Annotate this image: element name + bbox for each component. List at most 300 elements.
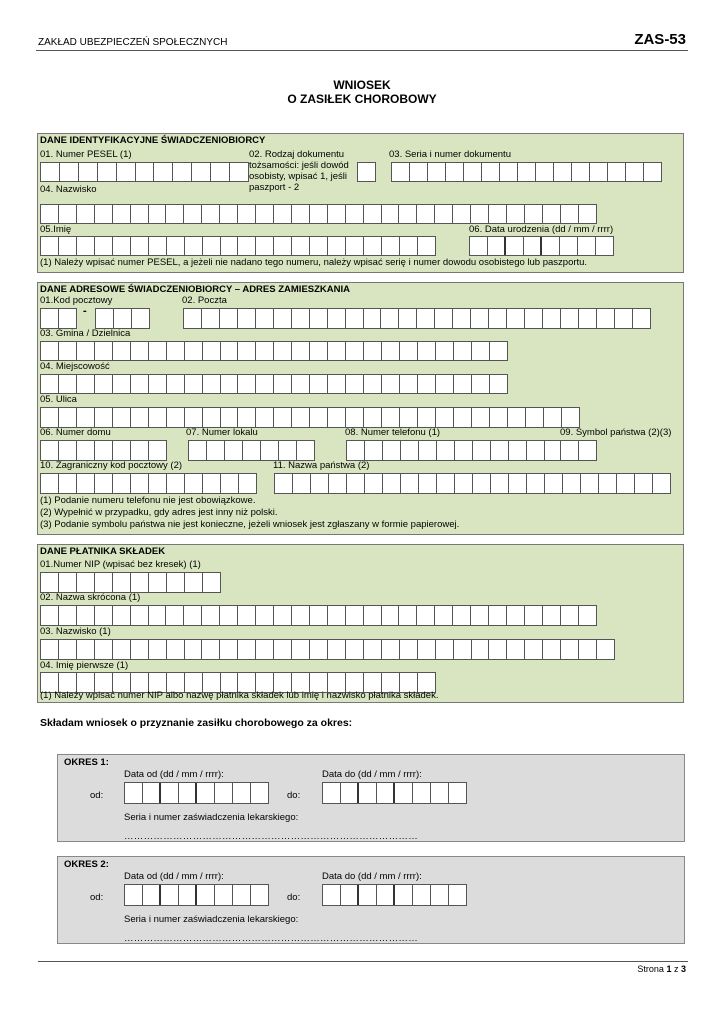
char-box[interactable]	[536, 163, 554, 181]
char-box[interactable]	[383, 474, 401, 493]
char-box[interactable]	[131, 342, 149, 360]
char-box[interactable]	[473, 474, 491, 493]
char-box[interactable]	[203, 342, 221, 360]
char-box[interactable]	[437, 474, 455, 493]
char-box[interactable]	[292, 375, 310, 393]
char-box[interactable]	[364, 342, 382, 360]
char-box[interactable]	[136, 163, 155, 181]
char-box[interactable]	[382, 606, 400, 625]
char-box[interactable]	[77, 205, 95, 223]
char-box[interactable]	[167, 474, 185, 493]
char-box[interactable]	[292, 408, 310, 427]
char-box[interactable]	[179, 783, 197, 803]
char-box[interactable]	[149, 408, 167, 427]
char-box[interactable]	[41, 205, 59, 223]
char-box[interactable]	[185, 573, 203, 592]
char-box[interactable]	[346, 342, 364, 360]
char-box[interactable]	[256, 309, 274, 328]
char-box[interactable]	[292, 640, 310, 659]
char-box[interactable]	[131, 640, 149, 659]
char-box[interactable]	[572, 163, 590, 181]
char-box[interactable]	[410, 163, 428, 181]
char-box[interactable]	[579, 205, 597, 223]
char-box[interactable]	[292, 205, 310, 223]
char-box[interactable]	[346, 205, 364, 223]
char-box[interactable]	[435, 606, 453, 625]
char-box[interactable]	[131, 441, 149, 460]
char-box[interactable]	[561, 640, 579, 659]
char-box[interactable]	[238, 375, 256, 393]
char-box[interactable]	[292, 606, 310, 625]
char-box[interactable]	[418, 342, 436, 360]
char-box[interactable]	[400, 408, 418, 427]
char-box[interactable]	[436, 408, 454, 427]
char-box[interactable]	[41, 375, 59, 393]
char-box[interactable]	[615, 309, 633, 328]
char-box[interactable]	[489, 309, 507, 328]
char-box[interactable]	[341, 885, 359, 905]
char-box[interactable]	[95, 606, 113, 625]
char-box[interactable]	[113, 573, 131, 592]
char-box[interactable]	[413, 885, 431, 905]
char-box[interactable]	[364, 375, 382, 393]
char-box[interactable]	[215, 885, 233, 905]
char-box[interactable]	[167, 573, 185, 592]
char-box[interactable]	[77, 237, 95, 255]
char-box[interactable]	[590, 163, 608, 181]
char-box[interactable]	[507, 309, 525, 328]
char-box[interactable]	[59, 309, 77, 328]
char-box[interactable]	[221, 237, 239, 255]
certificate-input-line[interactable]: ………………………………………………………………………………	[124, 831, 418, 842]
surname-field[interactable]	[40, 204, 597, 224]
char-box[interactable]	[173, 163, 192, 181]
char-box[interactable]	[185, 408, 203, 427]
char-box[interactable]	[225, 441, 243, 460]
char-box[interactable]	[472, 640, 490, 659]
country-name-field[interactable]	[274, 473, 671, 494]
char-box[interactable]	[437, 441, 455, 460]
char-box[interactable]	[455, 441, 473, 460]
char-box[interactable]	[454, 640, 472, 659]
char-box[interactable]	[491, 441, 509, 460]
char-box[interactable]	[166, 606, 184, 625]
char-box[interactable]	[653, 474, 671, 493]
char-box[interactable]	[346, 237, 364, 255]
char-box[interactable]	[131, 237, 149, 255]
char-box[interactable]	[578, 237, 596, 255]
char-box[interactable]	[542, 237, 560, 255]
char-box[interactable]	[274, 309, 292, 328]
char-box[interactable]	[149, 573, 167, 592]
char-box[interactable]	[381, 309, 399, 328]
char-box[interactable]	[418, 375, 436, 393]
char-box[interactable]	[238, 640, 256, 659]
char-box[interactable]	[563, 474, 581, 493]
char-box[interactable]	[488, 237, 506, 255]
char-box[interactable]	[608, 163, 626, 181]
char-box[interactable]	[453, 309, 471, 328]
char-box[interactable]	[526, 408, 544, 427]
char-box[interactable]	[95, 474, 113, 493]
char-box[interactable]	[310, 640, 328, 659]
char-box[interactable]	[131, 205, 149, 223]
char-box[interactable]	[77, 640, 95, 659]
char-box[interactable]	[59, 342, 77, 360]
char-box[interactable]	[251, 885, 269, 905]
char-box[interactable]	[59, 441, 77, 460]
char-box[interactable]	[202, 640, 220, 659]
char-box[interactable]	[359, 783, 377, 803]
char-box[interactable]	[543, 309, 561, 328]
char-box[interactable]	[617, 474, 635, 493]
char-box[interactable]	[256, 408, 274, 427]
char-box[interactable]	[382, 408, 400, 427]
char-box[interactable]	[59, 408, 77, 427]
char-box[interactable]	[113, 205, 131, 223]
char-box[interactable]	[41, 573, 59, 592]
char-box[interactable]	[149, 606, 167, 625]
char-box[interactable]	[221, 342, 239, 360]
char-box[interactable]	[221, 408, 239, 427]
char-box[interactable]	[230, 163, 249, 181]
char-box[interactable]	[597, 309, 615, 328]
char-box[interactable]	[149, 441, 167, 460]
char-box[interactable]	[274, 408, 292, 427]
certificate-input-line[interactable]: ………………………………………………………………………………	[124, 933, 418, 944]
char-box[interactable]	[149, 342, 167, 360]
char-box[interactable]	[346, 408, 364, 427]
char-box[interactable]	[310, 309, 328, 328]
char-box[interactable]	[431, 783, 449, 803]
char-box[interactable]	[185, 474, 203, 493]
char-box[interactable]	[561, 441, 579, 460]
char-box[interactable]	[428, 163, 446, 181]
char-box[interactable]	[95, 342, 113, 360]
char-box[interactable]	[395, 885, 413, 905]
char-box[interactable]	[561, 309, 579, 328]
char-box[interactable]	[454, 408, 472, 427]
char-box[interactable]	[310, 408, 328, 427]
char-box[interactable]	[579, 309, 597, 328]
char-box[interactable]	[95, 375, 113, 393]
char-box[interactable]	[596, 237, 614, 255]
char-box[interactable]	[346, 309, 364, 328]
street-field[interactable]	[40, 407, 580, 428]
char-box[interactable]	[202, 205, 220, 223]
char-box[interactable]	[149, 640, 167, 659]
char-box[interactable]	[455, 474, 473, 493]
char-box[interactable]	[274, 606, 292, 625]
char-box[interactable]	[113, 606, 131, 625]
char-box[interactable]	[114, 309, 132, 328]
char-box[interactable]	[197, 885, 215, 905]
char-box[interactable]	[543, 606, 561, 625]
char-box[interactable]	[77, 606, 95, 625]
char-box[interactable]	[113, 375, 131, 393]
char-box[interactable]	[293, 474, 311, 493]
char-box[interactable]	[207, 441, 225, 460]
country-symbol-field[interactable]	[560, 440, 597, 461]
char-box[interactable]	[525, 309, 543, 328]
char-box[interactable]	[471, 205, 489, 223]
char-box[interactable]	[132, 309, 150, 328]
char-box[interactable]	[238, 309, 256, 328]
char-box[interactable]	[238, 342, 256, 360]
char-box[interactable]	[382, 342, 400, 360]
char-box[interactable]	[274, 640, 292, 659]
char-box[interactable]	[113, 474, 131, 493]
char-box[interactable]	[203, 408, 221, 427]
postal-code-part2[interactable]	[95, 308, 150, 329]
char-box[interactable]	[77, 408, 95, 427]
char-box[interactable]	[383, 441, 401, 460]
char-box[interactable]	[436, 375, 454, 393]
char-box[interactable]	[472, 408, 490, 427]
char-box[interactable]	[77, 474, 95, 493]
char-box[interactable]	[211, 163, 230, 181]
char-box[interactable]	[143, 783, 161, 803]
char-box[interactable]	[310, 342, 328, 360]
char-box[interactable]	[41, 640, 59, 659]
house-number-field[interactable]	[40, 440, 167, 461]
char-box[interactable]	[41, 237, 59, 255]
char-box[interactable]	[471, 606, 489, 625]
char-box[interactable]	[382, 375, 400, 393]
char-box[interactable]	[256, 237, 274, 255]
char-box[interactable]	[341, 783, 359, 803]
char-box[interactable]	[633, 309, 651, 328]
char-box[interactable]	[185, 375, 203, 393]
char-box[interactable]	[507, 640, 525, 659]
phone-field[interactable]	[346, 440, 563, 461]
char-box[interactable]	[471, 309, 489, 328]
date-to-field[interactable]	[322, 782, 467, 804]
char-box[interactable]	[59, 606, 77, 625]
char-box[interactable]	[113, 408, 131, 427]
char-box[interactable]	[489, 205, 507, 223]
char-box[interactable]	[202, 606, 220, 625]
char-box[interactable]	[365, 474, 383, 493]
char-box[interactable]	[310, 237, 328, 255]
char-box[interactable]	[149, 474, 167, 493]
char-box[interactable]	[328, 205, 346, 223]
char-box[interactable]	[454, 342, 472, 360]
char-box[interactable]	[399, 309, 417, 328]
char-box[interactable]	[418, 408, 436, 427]
char-box[interactable]	[377, 783, 395, 803]
payer-surname-field[interactable]	[40, 639, 615, 660]
char-box[interactable]	[238, 237, 256, 255]
char-box[interactable]	[95, 640, 113, 659]
char-box[interactable]	[131, 573, 149, 592]
date-to-field[interactable]	[322, 884, 467, 906]
char-box[interactable]	[77, 573, 95, 592]
char-box[interactable]	[197, 783, 215, 803]
char-box[interactable]	[256, 640, 274, 659]
doc-type-field[interactable]	[357, 162, 376, 182]
char-box[interactable]	[346, 606, 364, 625]
char-box[interactable]	[41, 309, 59, 328]
char-box[interactable]	[167, 342, 185, 360]
char-box[interactable]	[464, 163, 482, 181]
char-box[interactable]	[364, 408, 382, 427]
char-box[interactable]	[509, 441, 527, 460]
char-box[interactable]	[221, 375, 239, 393]
char-box[interactable]	[203, 375, 221, 393]
char-box[interactable]	[275, 474, 293, 493]
char-box[interactable]	[220, 309, 238, 328]
char-box[interactable]	[239, 474, 257, 493]
char-box[interactable]	[507, 606, 525, 625]
char-box[interactable]	[161, 885, 179, 905]
char-box[interactable]	[185, 237, 203, 255]
char-box[interactable]	[59, 640, 77, 659]
char-box[interactable]	[435, 205, 453, 223]
char-box[interactable]	[274, 205, 292, 223]
char-box[interactable]	[436, 640, 454, 659]
char-box[interactable]	[41, 408, 59, 427]
char-box[interactable]	[524, 237, 542, 255]
char-box[interactable]	[149, 237, 167, 255]
char-box[interactable]	[143, 885, 161, 905]
char-box[interactable]	[179, 885, 197, 905]
char-box[interactable]	[95, 441, 113, 460]
char-box[interactable]	[310, 606, 328, 625]
char-box[interactable]	[506, 237, 524, 255]
char-box[interactable]	[96, 309, 114, 328]
char-box[interactable]	[453, 205, 471, 223]
char-box[interactable]	[507, 205, 525, 223]
char-box[interactable]	[431, 885, 449, 905]
char-box[interactable]	[346, 375, 364, 393]
char-box[interactable]	[377, 885, 395, 905]
char-box[interactable]	[446, 163, 464, 181]
char-box[interactable]	[518, 163, 536, 181]
date-from-field[interactable]	[124, 782, 269, 804]
char-box[interactable]	[310, 375, 328, 393]
char-box[interactable]	[579, 606, 597, 625]
char-box[interactable]	[364, 237, 382, 255]
char-box[interactable]	[256, 606, 274, 625]
char-box[interactable]	[184, 606, 202, 625]
char-box[interactable]	[292, 237, 310, 255]
char-box[interactable]	[125, 783, 143, 803]
char-box[interactable]	[453, 606, 471, 625]
char-box[interactable]	[251, 783, 269, 803]
char-box[interactable]	[60, 163, 79, 181]
char-box[interactable]	[261, 441, 279, 460]
char-box[interactable]	[113, 237, 131, 255]
char-box[interactable]	[98, 163, 117, 181]
char-box[interactable]	[490, 375, 508, 393]
char-box[interactable]	[185, 342, 203, 360]
char-box[interactable]	[202, 309, 220, 328]
char-box[interactable]	[131, 606, 149, 625]
char-box[interactable]	[561, 205, 579, 223]
char-box[interactable]	[41, 163, 60, 181]
char-box[interactable]	[400, 640, 418, 659]
char-box[interactable]	[364, 205, 382, 223]
char-box[interactable]	[203, 474, 221, 493]
char-box[interactable]	[359, 885, 377, 905]
char-box[interactable]	[382, 237, 400, 255]
char-box[interactable]	[527, 474, 545, 493]
postal-code-part1[interactable]	[40, 308, 77, 329]
char-box[interactable]	[203, 573, 221, 592]
char-box[interactable]	[419, 441, 437, 460]
char-box[interactable]	[417, 606, 435, 625]
char-box[interactable]	[77, 441, 95, 460]
char-box[interactable]	[166, 205, 184, 223]
char-box[interactable]	[256, 205, 274, 223]
char-box[interactable]	[525, 640, 543, 659]
char-box[interactable]	[113, 342, 131, 360]
char-box[interactable]	[328, 237, 346, 255]
char-box[interactable]	[41, 342, 59, 360]
char-box[interactable]	[220, 640, 238, 659]
char-box[interactable]	[328, 640, 346, 659]
char-box[interactable]	[185, 640, 203, 659]
char-box[interactable]	[192, 163, 211, 181]
char-box[interactable]	[482, 163, 500, 181]
char-box[interactable]	[329, 474, 347, 493]
gmina-field[interactable]	[40, 341, 508, 361]
char-box[interactable]	[509, 474, 527, 493]
char-box[interactable]	[215, 783, 233, 803]
char-box[interactable]	[131, 408, 149, 427]
char-box[interactable]	[418, 640, 436, 659]
char-box[interactable]	[328, 375, 346, 393]
char-box[interactable]	[392, 163, 410, 181]
char-box[interactable]	[297, 441, 315, 460]
foreign-postal-field[interactable]	[40, 473, 257, 494]
char-box[interactable]	[346, 640, 364, 659]
char-box[interactable]	[59, 375, 77, 393]
char-box[interactable]	[400, 342, 418, 360]
char-box[interactable]	[41, 606, 59, 625]
char-box[interactable]	[358, 163, 376, 181]
char-box[interactable]	[323, 885, 341, 905]
char-box[interactable]	[274, 342, 292, 360]
char-box[interactable]	[256, 375, 274, 393]
char-box[interactable]	[95, 205, 113, 223]
char-box[interactable]	[489, 606, 507, 625]
char-box[interactable]	[328, 606, 346, 625]
char-box[interactable]	[149, 205, 167, 223]
char-box[interactable]	[41, 441, 59, 460]
char-box[interactable]	[59, 573, 77, 592]
char-box[interactable]	[599, 474, 617, 493]
char-box[interactable]	[328, 342, 346, 360]
char-box[interactable]	[59, 237, 77, 255]
doc-number-field[interactable]	[391, 162, 662, 182]
char-box[interactable]	[95, 573, 113, 592]
char-box[interactable]	[561, 606, 579, 625]
char-box[interactable]	[364, 606, 382, 625]
char-box[interactable]	[417, 205, 435, 223]
char-box[interactable]	[113, 640, 131, 659]
char-box[interactable]	[489, 640, 507, 659]
char-box[interactable]	[562, 408, 580, 427]
char-box[interactable]	[167, 375, 185, 393]
char-box[interactable]	[167, 640, 185, 659]
char-box[interactable]	[310, 205, 328, 223]
char-box[interactable]	[500, 163, 518, 181]
char-box[interactable]	[77, 375, 95, 393]
char-box[interactable]	[449, 885, 467, 905]
char-box[interactable]	[113, 441, 131, 460]
